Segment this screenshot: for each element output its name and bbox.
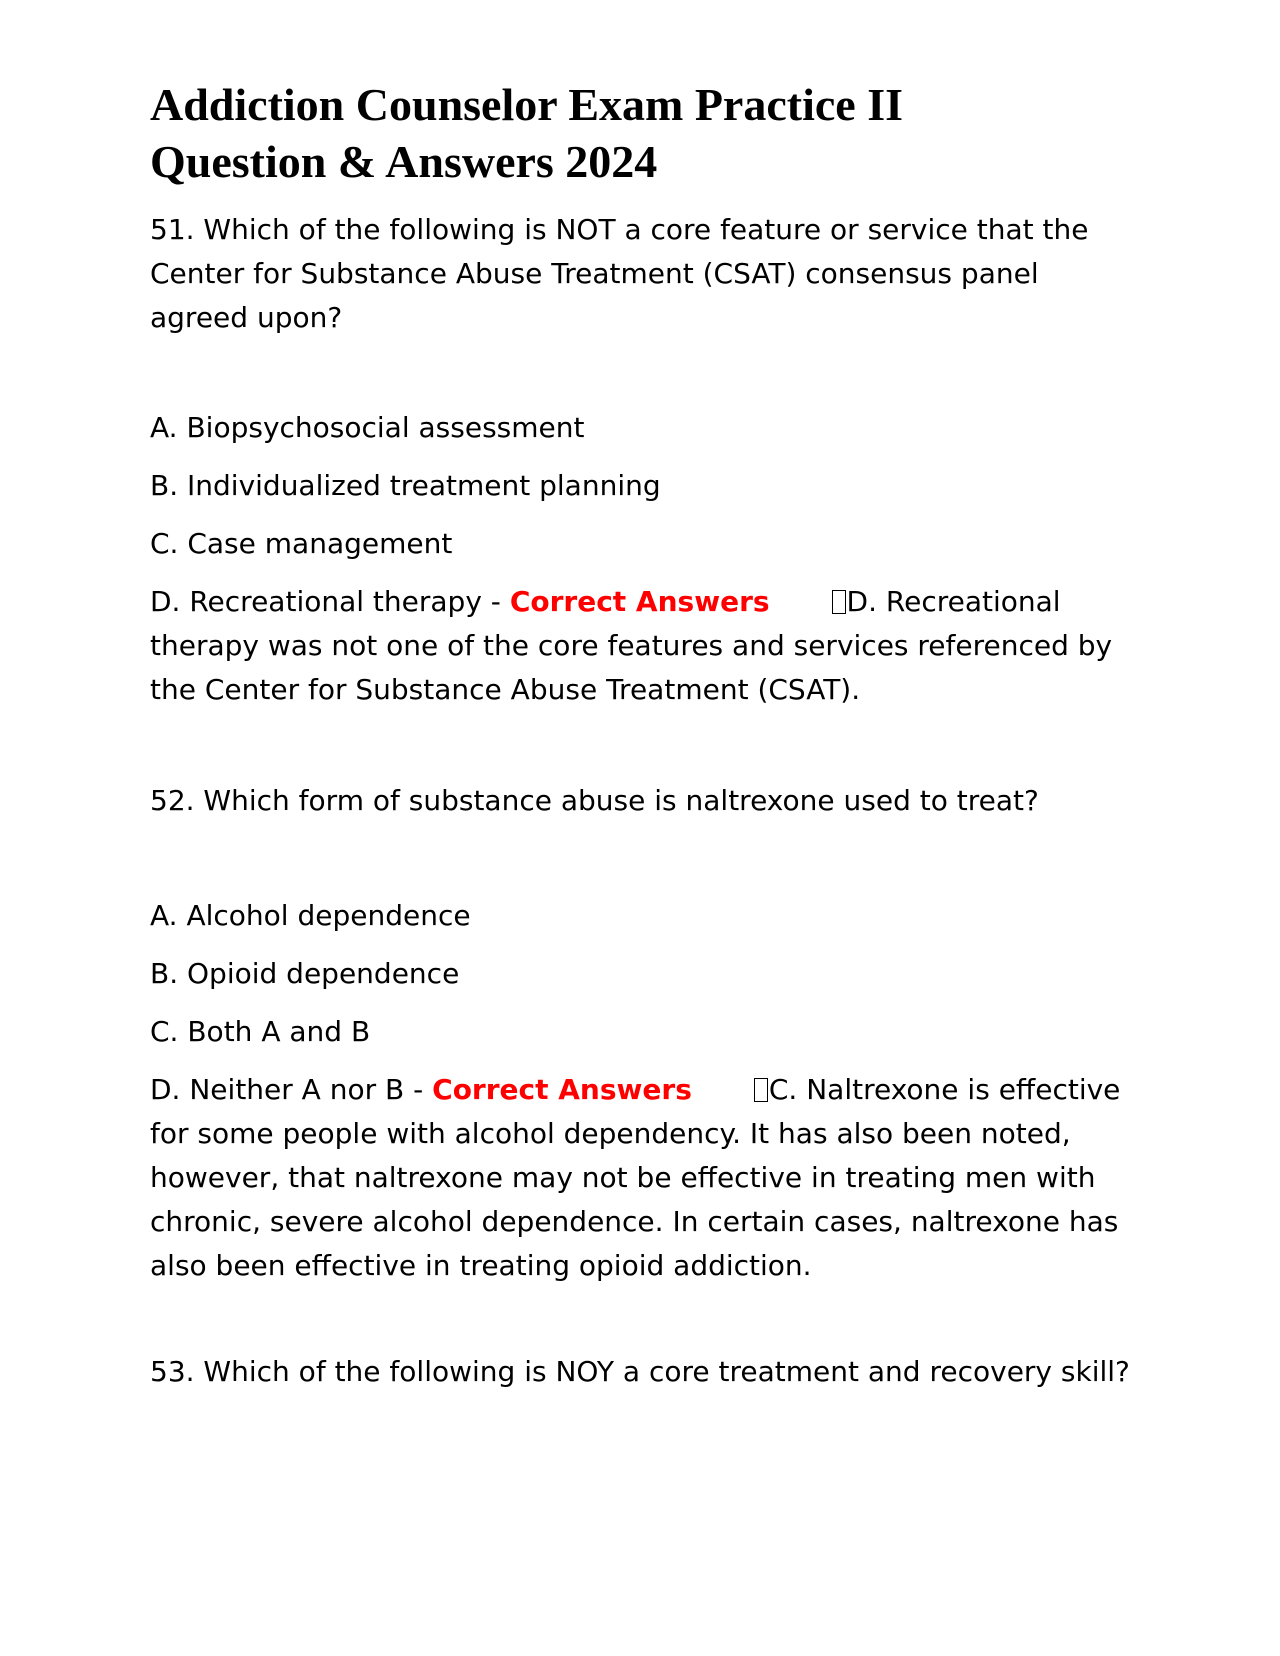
option-52-b: B. Opioid dependence (150, 957, 460, 990)
missing-glyph-box-icon (832, 590, 846, 614)
document-page (150, 76, 1140, 1388)
correct-answers-label: Correct Answers (432, 1073, 692, 1106)
missing-glyph-box-icon (754, 1078, 768, 1102)
question-51: 51. Which of the following is NOT a core feature or service that the Center for Substance Abuse Treatment (CSAT) consensus panel agreed upon? (150, 213, 1089, 334)
question-52: 52. Which form of substance abuse is naltrexone used to treat? (150, 784, 1039, 817)
title-line-2: Question & Answers 2024 (150, 136, 658, 187)
option-51-d-block (150, 580, 1140, 712)
option-52-c: C. Both A and B (150, 1015, 371, 1048)
title-line-1: Addiction Counselor Exam Practice II (150, 79, 904, 130)
question-53: 53. Which of the following is NOY a core treatment and recovery skill? (150, 1355, 1130, 1388)
option-52-a: A. Alcohol dependence (150, 899, 471, 932)
option-52-d: D. Neither A nor B - (150, 1073, 433, 1106)
option-51-c: C. Case management (150, 527, 453, 560)
correct-answers-label: Correct Answers (509, 585, 770, 618)
option-51-a: A. Biopsychosocial assessment (150, 411, 585, 444)
explanation-52: C. Naltrexone is effective for some people with alcohol dependency. It has also been noted, however, that naltrexone may not be effective in treating men with chronic, severe alcohol dependence. In certain cases, naltrexone has also been effective in treating opioid addiction. (150, 1073, 1121, 1282)
document-title (150, 76, 1140, 190)
option-51-d: D. Recreational therapy - (150, 585, 510, 618)
option-51-b: B. Individualized treatment planning (150, 469, 661, 502)
explanation-51: D. Recreational therapy was not one of the core features and services referenced by the Center for Substance Abuse Treatment (CSAT). (150, 585, 1113, 706)
option-52-d-block (150, 1068, 1140, 1288)
